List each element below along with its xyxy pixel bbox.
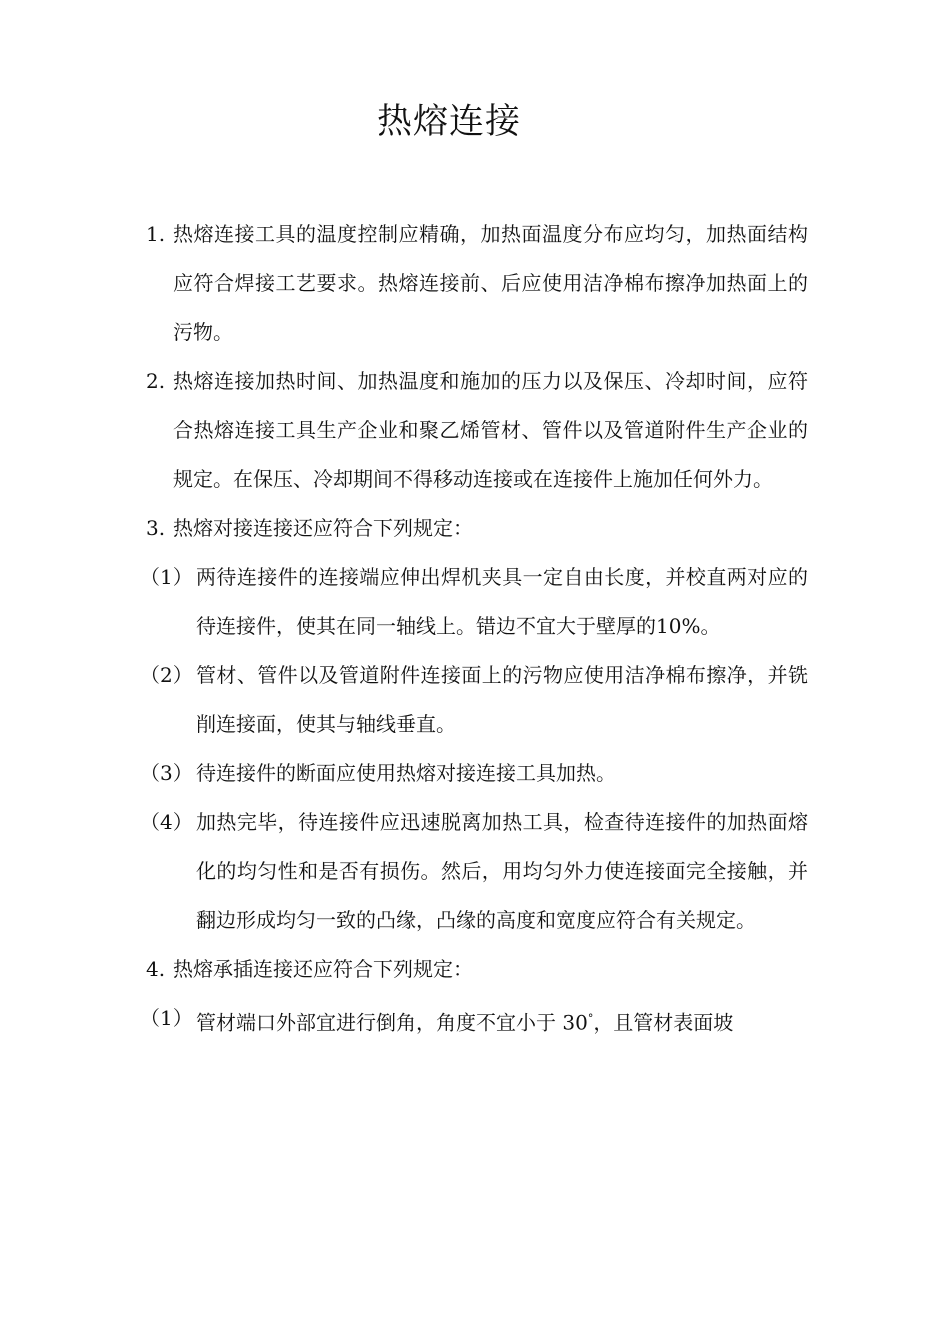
sub-item-number: （4） xyxy=(140,810,193,834)
item-number: 2. xyxy=(146,369,166,393)
sub-item-number: （2） xyxy=(140,663,193,687)
item-text: 热熔承插连接还应符合下列规定： xyxy=(173,957,473,981)
list-item xyxy=(146,504,808,553)
sub-list-item xyxy=(140,994,808,1048)
list-item xyxy=(146,945,808,994)
sub-list-item xyxy=(140,651,808,749)
sub-list-item xyxy=(140,749,808,798)
document-title: 热熔连接 xyxy=(376,102,521,142)
document-body xyxy=(140,210,808,1048)
item-text: 热熔连接工具的温度控制应精确，加热面温度分布应均匀，加热面结构应符合焊接工艺要求。热熔连接前、后应使用洁净棉布擦净加热面上的污物。 xyxy=(173,222,808,344)
sub-item-number: （3） xyxy=(140,761,193,785)
item-text: 热熔连接加热时间、加热温度和施加的压力以及保压、冷却时间，应符合热熔连接工具生产企业和聚乙烯管材、管件以及管道附件生产企业的规定。在保压、冷却期间不得移动连接或在连接件上施加任何外力。 xyxy=(173,369,808,491)
sub-item-text: 加热完毕，待连接件应迅速脱离加热工具，检查待连接件的加热面熔化的均匀性和是否有损伤。然后，用均匀外力使连接面完全接触，并翻边形成均匀一致的凸缘，凸缘的高度和宽度应符合有关规定。 xyxy=(196,810,808,932)
sub-item-text-before: 管材端口外部宜进行倒角，角度不宜小于 30 xyxy=(196,1010,588,1035)
sub-item-number: （1） xyxy=(140,1006,193,1030)
item-number: 1. xyxy=(146,222,166,246)
list-item xyxy=(146,357,808,504)
item-number: 3. xyxy=(146,516,166,540)
degree-symbol: ° xyxy=(587,1012,594,1025)
sub-item-text: 管材、管件以及管道附件连接面上的污物应使用洁净棉布擦净，并铣削连接面，使其与轴线垂直。 xyxy=(196,663,808,736)
sub-item-number: （1） xyxy=(140,565,193,589)
sub-item-text: 待连接件的断面应使用热熔对接连接工具加热。 xyxy=(196,761,616,785)
item-number: 4. xyxy=(146,957,166,981)
item-text: 热熔对接连接还应符合下列规定： xyxy=(173,516,473,540)
sub-item-text-after: ，且管材表面坡 xyxy=(593,1010,734,1035)
sub-item-text: 两待连接件的连接端应伸出焊机夹具一定自由长度，并校直两对应的待连接件，使其在同一轴线上。错边不宜大于壁厚的10%。 xyxy=(196,565,808,638)
sub-list-item xyxy=(140,553,808,651)
list-item xyxy=(146,210,808,357)
sub-list-item xyxy=(140,798,808,945)
